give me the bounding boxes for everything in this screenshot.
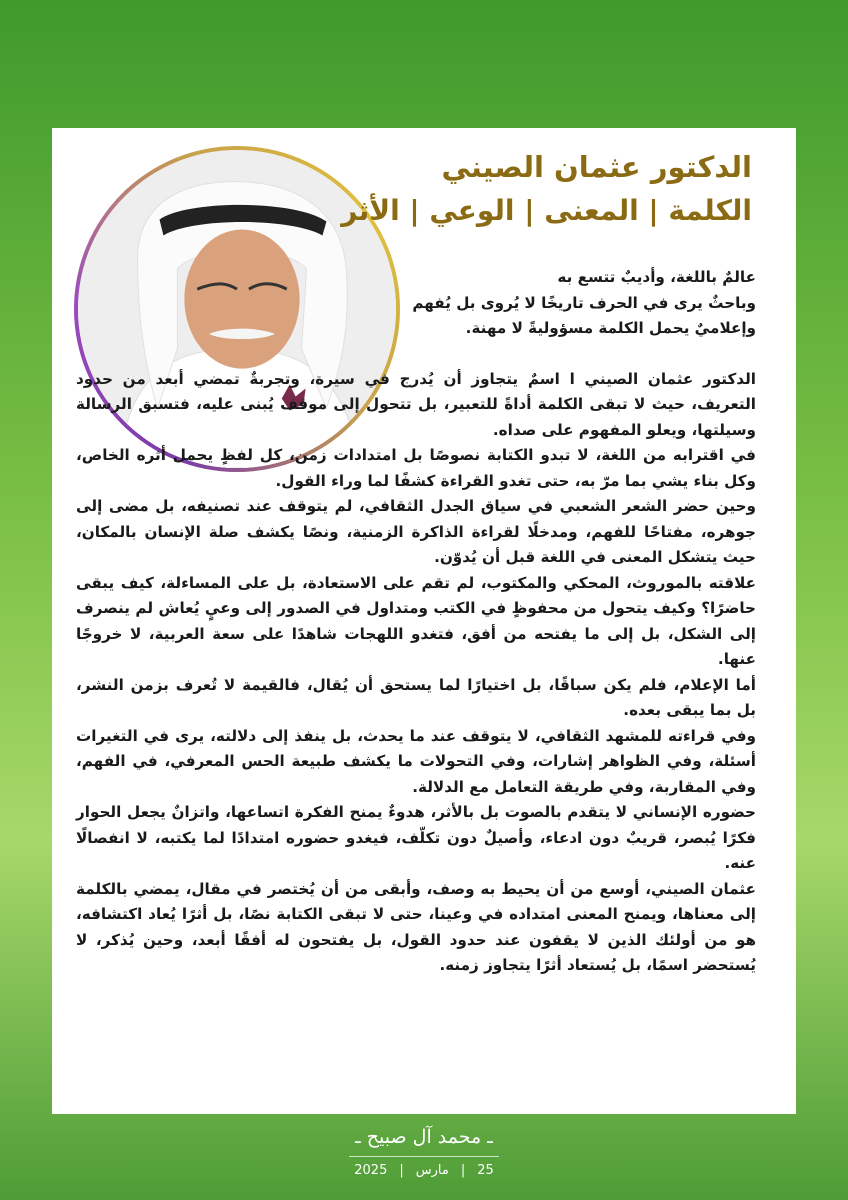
paragraph: عثمان الصيني، أوسع من أن يحيط به وصف، وأبقى من أن يُختصر في مقال، يمضي بالكلمة إلى معناها، ويمنح المعنى امتداده في وعينا، حتى لا تبقى الكتابة نصًا، بل أثرًا يُعاد اكتشافه، هو من أولئك الذين لا يقفون عند حدود القول، بل يفتحون له أفقًا أبعد، وحين يُذكر، لا يُستحضر اسمًا، بل يُستعاد أثرًا يتجاوز زمنه. <box>76 879 756 974</box>
page-footer <box>0 1126 848 1178</box>
meta-separator: | <box>460 1163 466 1178</box>
intro-line: عالمٌ باللغة، وأديبٌ تتسع به <box>557 268 756 286</box>
meta-separator: | <box>399 1163 404 1178</box>
issue-year: 2025 <box>354 1163 388 1178</box>
intro-line: وإعلاميٌ يحمل الكلمة مسؤوليةً لا مهنة. <box>465 319 756 337</box>
paragraph: علاقته بالموروث، المحكي والمكتوب، لم تقم على الاستعادة، بل على المساءلة، كيف يبقى حاضرًا؟ وكيف يتحول من محفوظٍ في الكتب ومتداول في الصدور إلى وعيٍ يُعاش لم ينصرف إلى الشكل، بل إلى ما يفتحه من أفق، فتغدو اللهجات شاهدًا على سعة العربية، لا خروجًا عنها. <box>76 573 756 668</box>
issue-month: مارس <box>415 1163 449 1178</box>
paragraph: وحين حضر الشعر الشعبي في سياق الجدل الثقافي، لم يتوقف عند تصنيفه، بل مضى إلى جوهره، مفتاحًا للفهم، ومدخلًا لقراءة الذاكرة الزمنية، ونصًا يكشف صلة الإنسان بالمكان، حيث يتشكل المعنى في اللغة قبل أن يُدوّن. <box>76 497 756 566</box>
author-signature: ـ محمد آل صبيح ـ <box>355 1126 493 1148</box>
intro-block <box>76 265 756 342</box>
title-block <box>341 150 752 227</box>
paragraphs <box>76 367 756 979</box>
intro-line: وباحثٌ يرى في الحرف تاريخًا لا يُروى بل يُفهم <box>412 293 756 312</box>
page-subtitle: الكلمة | المعنى | الوعي | الأثر <box>341 194 752 227</box>
paragraph: حضوره الإنساني لا يتقدم بالصوت بل بالأثر، هدوءٌ يمنح الفكرة اتساعها، واتزانٌ يجعل الحوار فكرًا يُبصر، قريبٌ دون ادعاء، وأصيلٌ دون تكلّف، فيغدو حضوره امتدادًا لما يكتبه، لا انفصالًا عنه. <box>76 803 756 872</box>
issue-meta <box>0 1163 848 1178</box>
article-body <box>76 265 756 979</box>
page-title: الدكتور عثمان الصيني <box>441 150 752 184</box>
paragraph: أما الإعلام، فلم يكن سباقًا، بل اختيارًا لما يستحق أن يُقال، فالقيمة لا تُعرف بزمن النشر، بل بما يبقى بعده. <box>76 675 756 719</box>
paragraph: وفي قراءته للمشهد الثقافي، لا يتوقف عند ما يحدث، بل ينفذ إلى دلالته، يرى في التغيرات أسئلة، وفي الظواهر إشارات، وفي التحولات ما يكشف طبيعة الحس المعرفي، في الفهم، وفي المقاربة، وفي طريقة التعامل مع الدلالة. <box>76 726 756 796</box>
paragraph: الدكتور عثمان الصيني ا اسمٌ يتجاوز أن يُدرج في سيرة، وتجربةٌ تمضي أبعد من حدود التعريف، حيث لا تبقى الكلمة أداةً للتعبير، بل تتحول إلى موقف يُبنى عليه، فتسبق الرسالة وسيلتها، ويعلو المفهوم على صداه. <box>76 369 756 439</box>
page-number: 25 <box>477 1163 494 1178</box>
footer-divider <box>349 1156 499 1157</box>
paragraph: في اقترابه من اللغة، لا تبدو الكتابة نصوصًا بل امتدادات زمن، كل لفظٍ يحمل أثره الخاص، وكل بناء يشي بما مرّ به، حتى تغدو القراءة كشفًا لما وراء القول. <box>76 446 756 490</box>
